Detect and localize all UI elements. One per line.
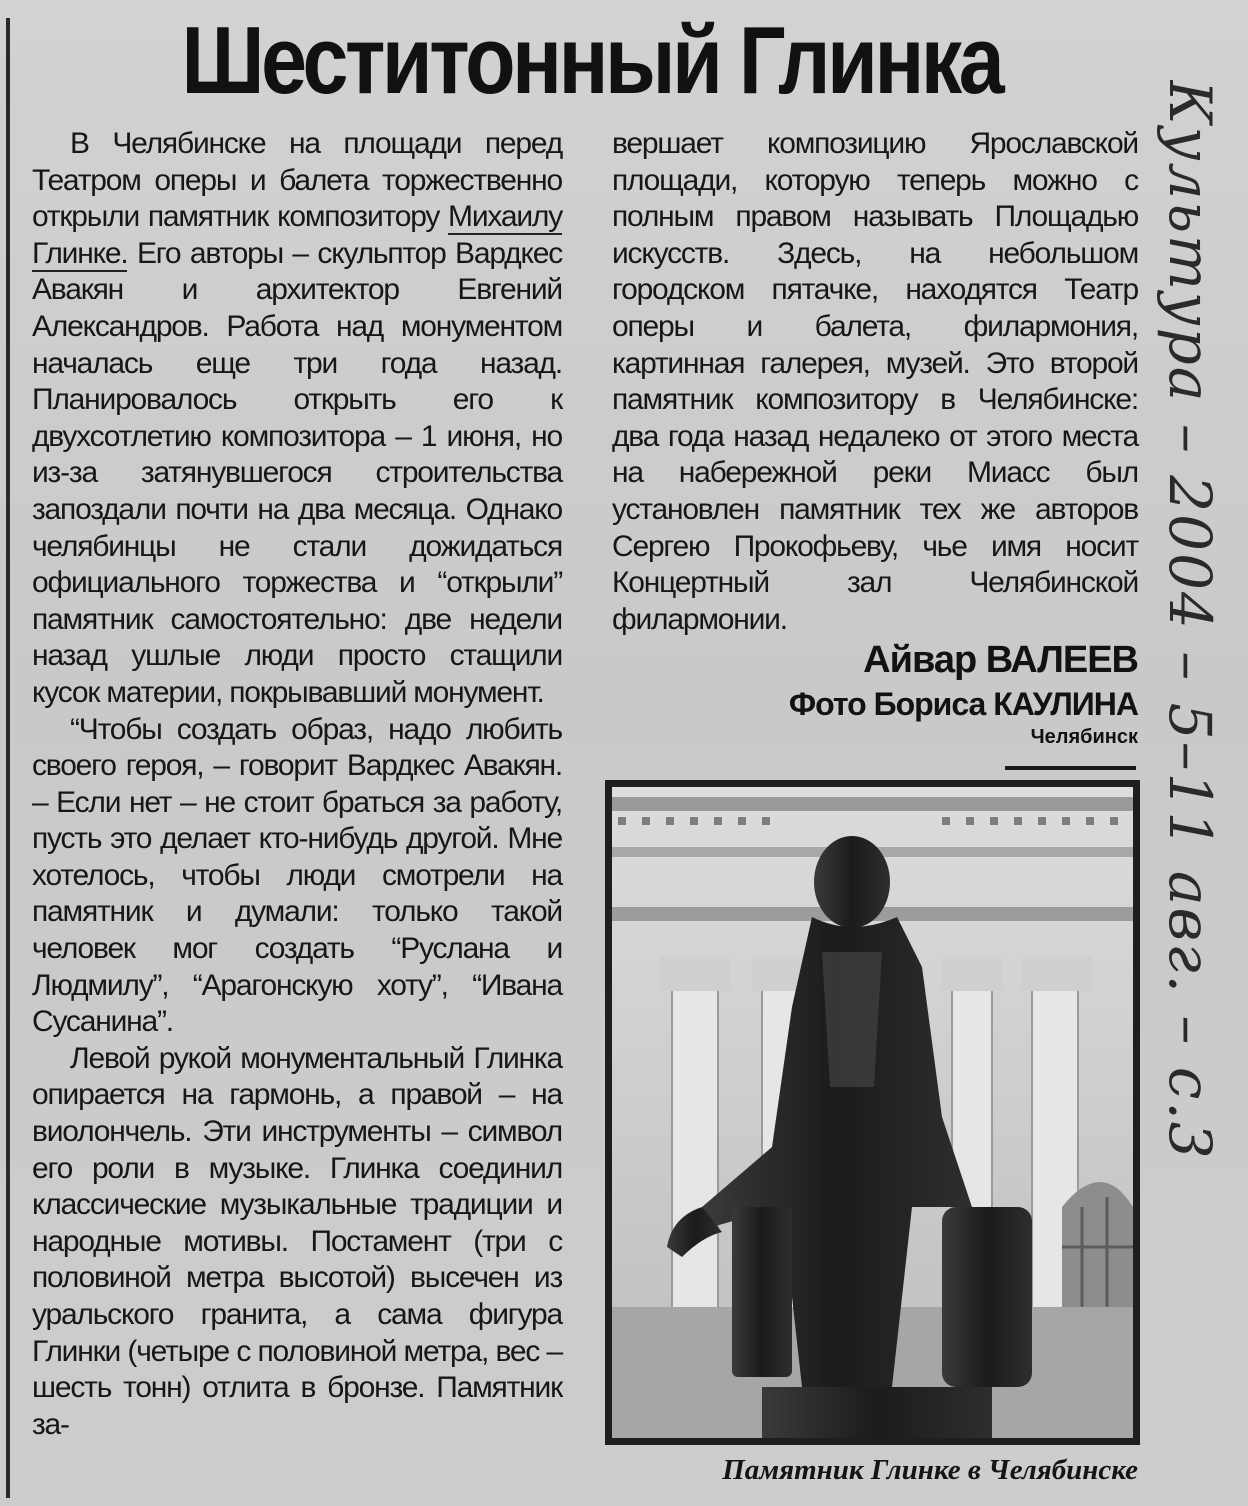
author-name: Айвар ВАЛЕЕВ (863, 639, 1138, 681)
photo-caption: Памятник Глинке в Челябинске (722, 1454, 1138, 1486)
monument-photo (605, 780, 1140, 1445)
byline (612, 636, 1138, 750)
byline-rule (1005, 766, 1136, 770)
column-rule (6, 18, 10, 1498)
article-column-1 (32, 126, 562, 1443)
paragraph-1-rest: Его авторы – скульптор Вардкес Авакян и архитектор Евгений Александров. Работа над монументом началась еще три года назад. Планировалось открыть его к двухсотлетию композитора – 1 июня, но из-за затянувшегося строительства запоздали почти на два месяца. Однако челябинцы не стали дожидаться официального торжества и “открыли” памятник самостоятельно: две недели назад ушлые люди просто стащили кусок материи, покрывавший монумент. (32, 236, 562, 709)
glinka-statue-image (612, 787, 1133, 1438)
article-column-2 (612, 126, 1138, 638)
paragraph-3: Левой рукой монументальный Глинка опирается на гармонь, а правой – на виолончель. Эти инструменты – символ его роли в музыке. Глинка соединил классические музыкальные традиции и народные мотивы. Постамент (три с половиной метра высотой) высечен из уральского гранита, а сама фигура Глинки (четыре с половиной метра, вес – шесть тонн) отлита в бронзе. Памятник за- (32, 1041, 562, 1441)
handwritten-annotation (1152, 80, 1242, 1280)
handwritten-source-note: Культура – 2004 – 5–11 авг. – с.3 (1156, 80, 1224, 1161)
article-title: Шеститонный Глинка (181, 7, 1002, 114)
photo-credit: Фото Бориса КАУЛИНА (788, 686, 1138, 722)
paragraph-4: вершает композицию Ярославской площади, которую теперь можно с полным правом называть Площадью искусств. Здесь, на небольшом городском пятачке, находятся Театр оперы и балета, филармония, картинная галерея, музей. Это второй памятник композитору в Челябинске: два года назад недалеко от этого места на набережной реки Миасс был установлен памятник тех же авторов Сергею Прокофьеву, чье имя носит Концертный зал Челябинской филармонии. (612, 127, 1138, 636)
paragraph-1-start: В Челябинске на площади перед Театром оперы и балета торжественно открыли памятник композитору (32, 127, 562, 234)
paragraph-1 (32, 126, 562, 712)
underlined-name: Михаилу Глинке. (32, 200, 562, 270)
dateline-city: Челябинск (1030, 726, 1138, 748)
paragraph-2: “Чтобы создать образ, надо любить своего героя, – говорит Вардкес Авакян. – Если нет – не стоит браться за работу, пусть это делает кто-нибудь другой. Мне хотелось, чтобы люди смотрели на памятник и думали: только такой человек мог создать “Руслана и Людмилу”, “Арагонскую хоту”, “Ивана Сусанина”. (32, 712, 562, 1039)
